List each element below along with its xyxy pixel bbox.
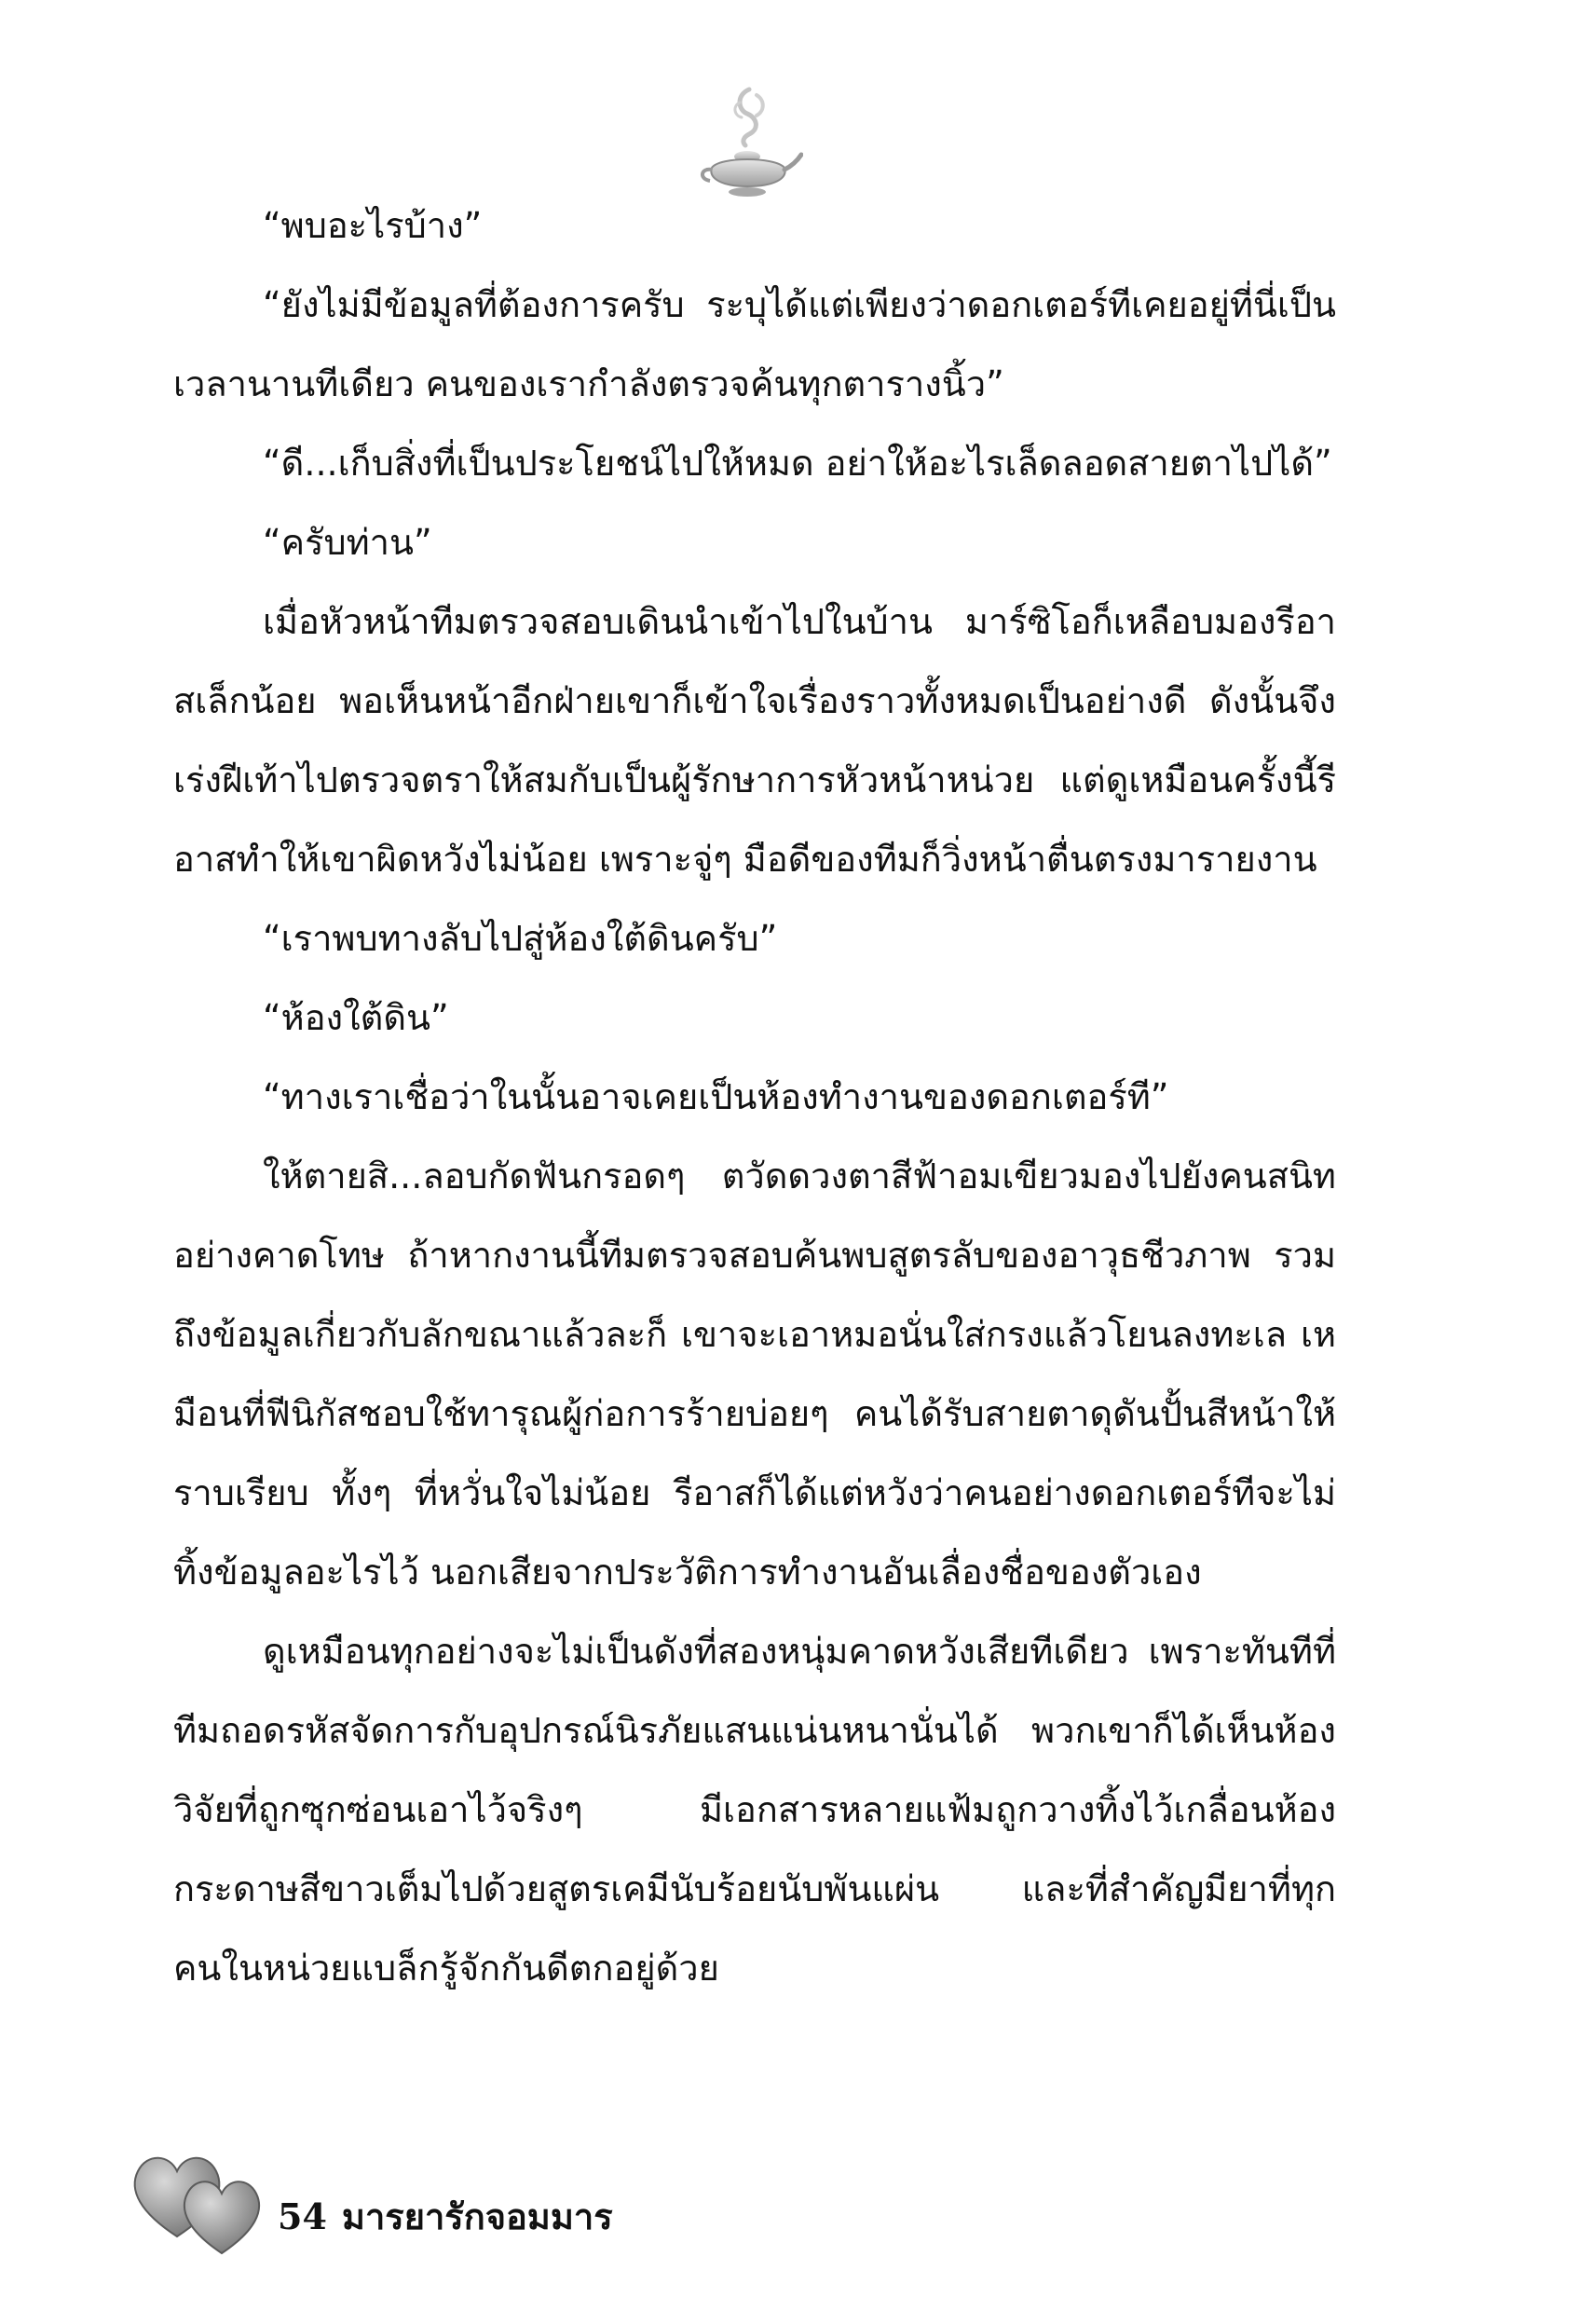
paragraph: “ดี...เก็บสิ่งที่เป็นประโยชน์ไปให้หมด อย่าให้อะไรเล็ดลอดสายตาไปได้” bbox=[263, 443, 1332, 484]
paragraph: ให้ตายสิ...ลอบกัดฟันกรอดๆ ตวัดดวงตาสีฟ้าอมเขียวมองไปยังคนสนิทอย่างคาดโทษ ถ้าหากงานนี้ทีมตรวจสอบค้นพบสูตรลับของอาวุธชีวภาพ รวมถึงข้อมูลเกี่ยวกับลักขณาแล้วละก็ เขาจะเอาหมอนั่นใส่กรงแล้วโยนลงทะเล เหมือนที่ฟีนิกัสชอบใช้ทารุณผู้ก่อการร้ายบ่อยๆ คนได้รับสายตาดุดันปั้นสีหน้าให้ราบเรียบ ทั้งๆ ที่หวั่นใจไม่น้อย รีอาสก็ได้แต่หวังว่าคนอย่างดอกเตอร์ทีจะไม่ทิ้งข้อมูลอะไรไว้ นอกเสียจากประวัติการทำงานอันเลื่องชื่อของตัวเอง bbox=[173, 1156, 1336, 1593]
page-footer bbox=[121, 2134, 773, 2264]
paragraph: “ทางเราเชื่อว่าในนั้นอาจเคยเป็นห้องทำงานของดอกเตอร์ที” bbox=[263, 1076, 1169, 1117]
genie-lamp-icon bbox=[691, 82, 803, 203]
paragraph: ดูเหมือนทุกอย่างจะไม่เป็นดังที่สองหนุ่มคาดหวังเสียทีเดียว เพราะทันทีที่ทีมถอดรหัสจัดการกับอุปกรณ์นิรภัยแสนแน่นหนานั่นได้ พวกเขาก็ได้เห็นห้องวิจัยที่ถูกซุกซ่อนเอาไว้จริงๆ มีเอกสารหลายแฟ้มถูกวางทิ้งไว้เกลื่อนห้อง กระดาษสีขาวเต็มไปด้วยสูตรเคมีนับร้อยนับพันแผ่น และที่สำคัญมียาที่ทุกคนในหน่วยแบล็กรู้จักกันดีตกอยู่ด้วย bbox=[173, 1631, 1336, 1989]
paragraph: เมื่อหัวหน้าทีมตรวจสอบเดินนำเข้าไปในบ้าน มาร์ซิโอก็เหลือบมองรีอาสเล็กน้อย พอเห็นหน้าอีกฝ่ายเขาก็เข้าใจเรื่องราวทั้งหมดเป็นอย่างดี ดังนั้นจึงเร่งฝีเท้าไปตรวจตราให้สมกับเป็นผู้รักษาการหัวหน้าหน่วย แต่ดูเหมือนครั้งนี้รีอาสทำให้เขาผิดหวังไม่น้อย เพราะจู่ๆ มือดีของทีมก็วิ่งหน้าตื่นตรงมารายงาน bbox=[173, 601, 1336, 880]
hearts-icon bbox=[121, 2134, 280, 2264]
page-number: 54 bbox=[278, 2195, 327, 2237]
footer-caption bbox=[278, 2188, 613, 2245]
book-title: มารยารักจอมมาร bbox=[341, 2195, 613, 2237]
paragraph: “พบอะไรบ้าง” bbox=[263, 205, 483, 246]
paragraph: “ห้องใต้ดิน” bbox=[263, 997, 449, 1038]
body-text bbox=[173, 186, 1336, 2008]
paragraph: “ยังไม่มีข้อมูลที่ต้องการครับ ระบุได้แต่เพียงว่าดอกเตอร์ทีเคยอยู่ที่นี่เป็นเวลานานทีเดียว คนของเรากำลังตรวจค้นทุกตารางนิ้ว” bbox=[173, 284, 1336, 404]
paragraph: “ครับท่าน” bbox=[263, 522, 432, 563]
paragraph: “เราพบทางลับไปสู่ห้องใต้ดินครับ” bbox=[263, 918, 778, 959]
